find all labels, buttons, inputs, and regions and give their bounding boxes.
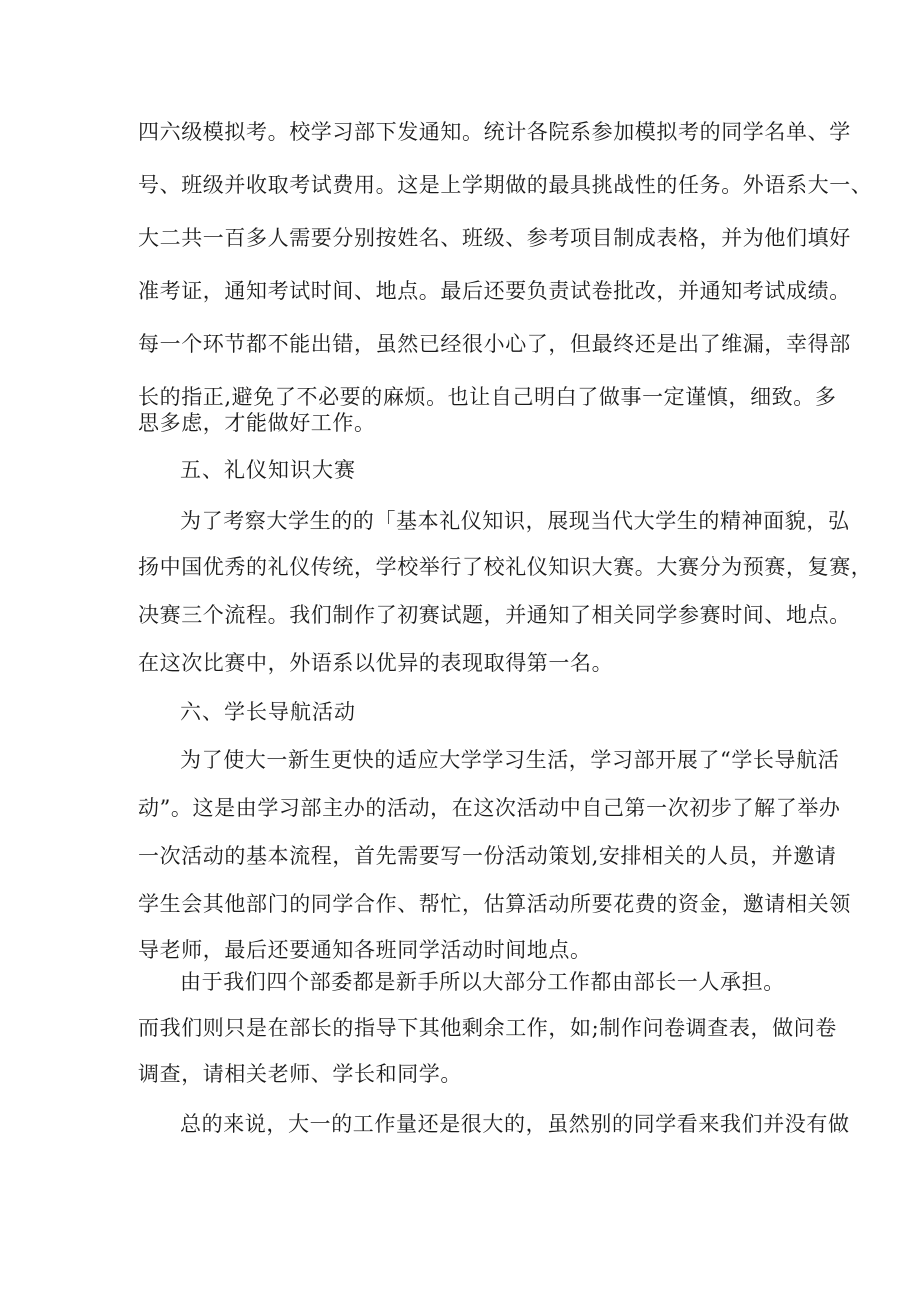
paragraph-line: 为了使大一新生更快的适应大学学习生活，学习部开展了“学长导航活 [180,748,840,772]
paragraph-line: 动”。这是由学习部主办的活动，在这次活动中自己第一次初步了解了举办 [138,796,841,820]
paragraph-line: 扬中国优秀的礼仪传统，学校举行了校礼仪知识大赛。大赛分为预赛，复赛， [138,555,873,579]
paragraph-line: 大二共一百多人需要分别按姓名、班级、参考项目制成表格，并为他们填好 [138,226,851,250]
paragraph-line: 总的来说，大一的工作量还是很大的，虽然别的同学看来我们并没有做 [180,1112,850,1136]
paragraph-line: 长的指正,避免了不必要的麻烦。也让自己明白了做事一定谨慎，细致。多 [138,385,837,409]
paragraph-line: 一次活动的基本流程，首先需要写一份活动策划,安排相关的人员，并邀请 [138,844,837,868]
paragraph-line: 准考证，通知考试时间、地点。最后还要负责试卷批改，并通知考试成绩。 [138,279,851,303]
paragraph-line: 由于我们四个部委都是新手所以大部分工作都由部长一人承担。 [180,970,785,994]
paragraph-line: 调查，请相关老师、学长和同学。 [138,1062,462,1086]
section-heading-etiquette-contest: 五、礼仪知识大赛 [180,458,356,482]
paragraph-line: 学生会其他部门的同学合作、帮忙，估算活动所要花费的资金，邀请相关领 [138,892,851,916]
paragraph-line: 思多虑，才能做好工作。 [138,411,376,435]
paragraph-line: 决赛三个流程。我们制作了初赛试题，并通知了相关同学参赛时间、地点。 [138,603,851,627]
paragraph-line: 导老师，最后还要通知各班同学活动时间地点。 [138,938,592,962]
paragraph-line: 而我们则只是在部长的指导下其他剩余工作，如;制作问卷调查表，做问卷 [138,1016,837,1040]
paragraph-line: 每一个环节都不能出错，虽然已经很小心了，但最终还是出了维漏，幸得部 [138,332,851,356]
paragraph-line: 四六级模拟考。校学习部下发通知。统计各院系参加模拟考的同学名单、学 [138,120,851,144]
paragraph-line: 在这次比赛中，外语系以优异的表现取得第一名。 [138,651,614,675]
paragraph-line: 号、班级并收取考试费用。这是上学期做的最具挑战性的任务。外语系大一、 [138,173,873,197]
section-heading-senior-guidance: 六、学长导航活动 [180,700,356,724]
paragraph-line: 为了考察大学生的的「基本礼仪知识，展现当代大学生的精神面貌，弘 [180,509,850,533]
